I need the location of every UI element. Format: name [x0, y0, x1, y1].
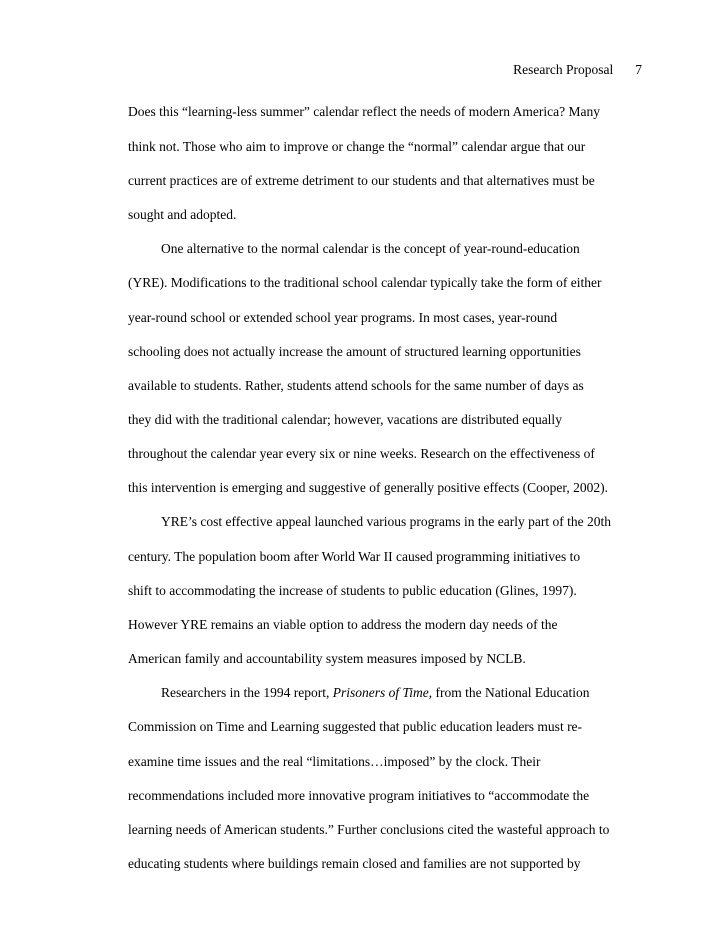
p2-line-3: year-round school or extended school year programs. In most cases, year-round	[128, 310, 558, 325]
p1-line-1: Does this “learning-less summer” calendar reflect the needs of modern America? Many	[128, 104, 600, 119]
p4-line-1-pre: Researchers in the 1994 report,	[161, 685, 333, 700]
p1-line-2: think not. Those who aim to improve or change the “normal” calendar argue that our	[128, 139, 586, 154]
p1-line-3: current practices are of extreme detriment to our students and that alternatives must be	[128, 173, 595, 188]
p2-line-4: schooling does not actually increase the amount of structured learning opportunities	[128, 344, 581, 359]
p2-line-1: One alternative to the normal calendar is the concept of year-round-education	[161, 241, 580, 256]
p2-line-8: this intervention is emerging and suggestive of generally positive effects (Cooper, 2002).	[128, 480, 608, 495]
report-title: Prisoners of Time	[332, 685, 429, 700]
p4-line-2: Commission on Time and Learning suggested that public education leaders must re-	[128, 719, 583, 734]
p2-line-7: throughout the calendar year every six or nine weeks. Research on the effectiveness of	[128, 446, 595, 461]
p4-line-1-post: , from the National Education	[428, 685, 590, 700]
p3-line-2: century. The population boom after World War II caused programming initiatives to	[128, 549, 581, 564]
page-number: 7	[635, 62, 642, 77]
p3-line-5: American family and accountability system measures imposed by NCLB.	[128, 651, 526, 666]
p4-line-5: learning needs of American students.” Further conclusions cited the wasteful approach to	[128, 822, 610, 837]
running-head-title: Research Proposal	[513, 62, 614, 77]
p3-line-1: YRE’s cost effective appeal launched various programs in the early part of the 20th	[161, 514, 611, 529]
p1-line-4: sought and adopted.	[128, 207, 237, 222]
p3-line-4: However YRE remains an viable option to address the modern day needs of the	[128, 617, 558, 632]
p3-line-3: shift to accommodating the increase of students to public education (Glines, 1997).	[128, 583, 577, 598]
p2-line-5: available to students. Rather, students attend schools for the same number of days as	[128, 378, 584, 393]
p4-line-3: examine time issues and the real “limitations…imposed” by the clock. Their	[128, 754, 541, 769]
p4-line-4: recommendations included more innovative program initiatives to “accommodate the	[128, 788, 590, 803]
p4-line-6: educating students where buildings remain closed and families are not supported by	[128, 856, 581, 871]
running-head	[513, 62, 642, 78]
p4-line-1	[161, 685, 590, 701]
p2-line-6: they did with the traditional calendar; however, vacations are distributed equally	[128, 412, 562, 427]
p2-line-2: (YRE). Modifications to the traditional school calendar typically take the form of either	[128, 275, 602, 290]
